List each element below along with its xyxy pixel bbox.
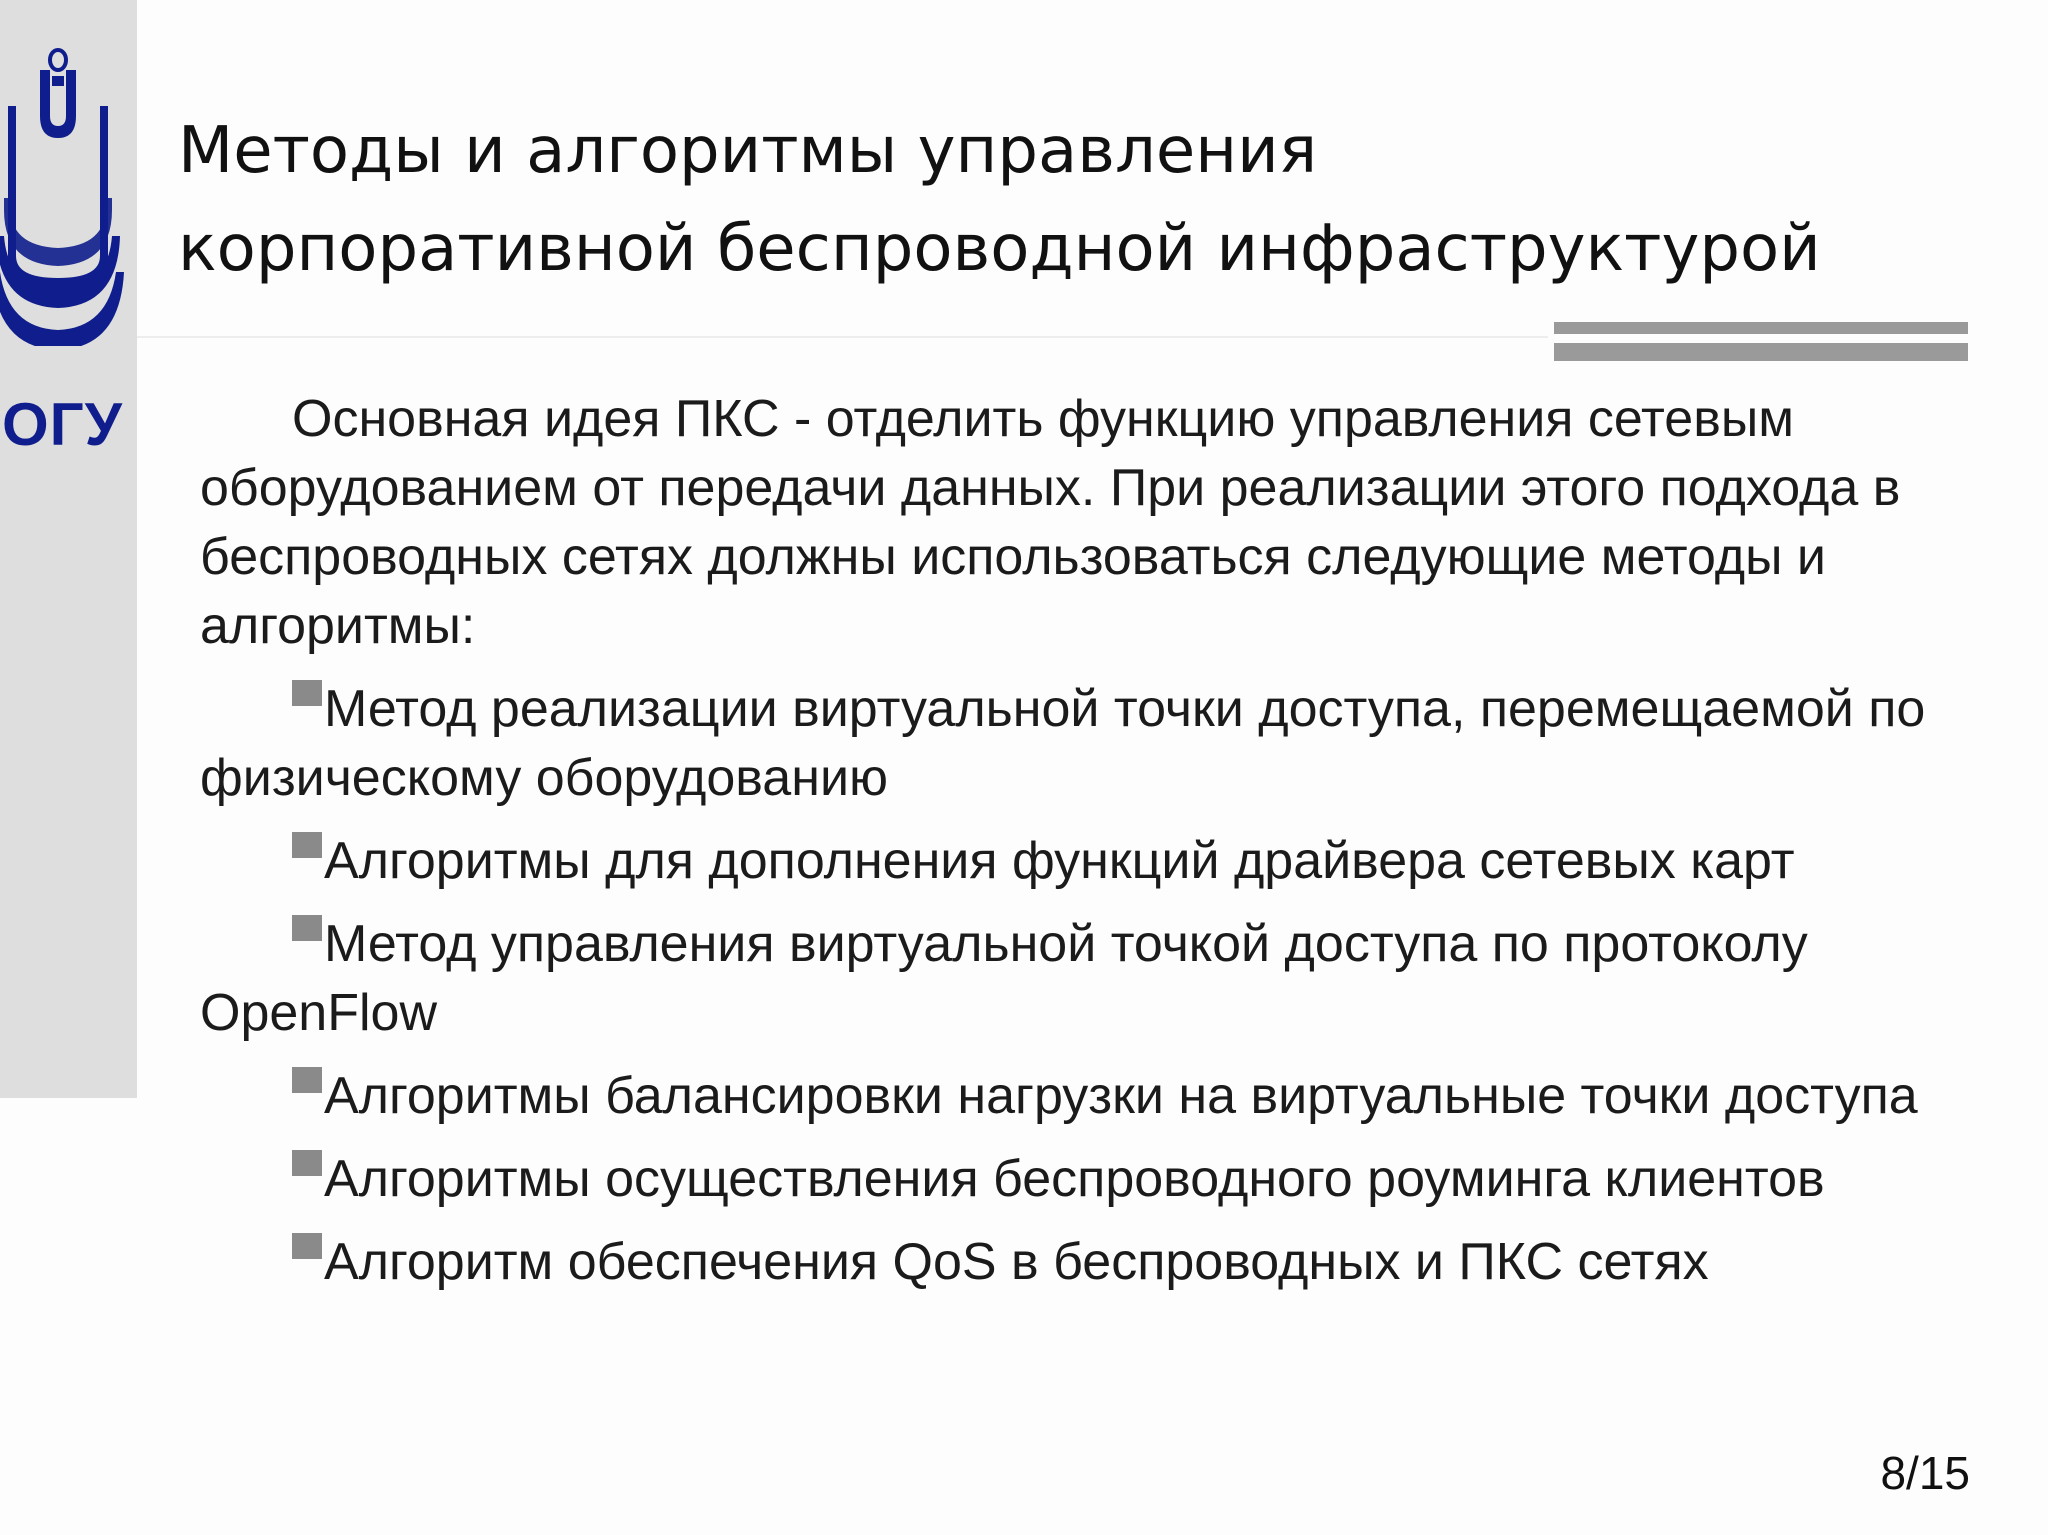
bullet-text: Метод управления виртуальной точкой доступа по протоколу OpenFlow	[200, 915, 1808, 1042]
sidebar	[0, 0, 137, 1098]
bullet-item	[200, 1062, 2000, 1131]
bullet-item	[200, 1145, 2000, 1214]
bullet-item	[200, 827, 2000, 896]
bullet-text: Алгоритм обеспечения QoS в беспроводных и ПКС сетях	[324, 1233, 1709, 1291]
page-number: 8/15	[1880, 1447, 1970, 1499]
university-logo-icon	[0, 46, 137, 346]
slide-content	[200, 385, 2000, 1297]
title-line-1: Методы и алгоритмы управления	[178, 114, 1318, 188]
bullet-text: Метод реализации виртуальной точки доступа, перемещаемой по физическому оборудованию	[200, 680, 1926, 807]
square-bullet-icon	[292, 832, 322, 858]
decorative-bar-top	[1554, 322, 1968, 334]
square-bullet-icon	[292, 1150, 322, 1176]
slide-title	[178, 102, 1978, 298]
bullet-item	[200, 1228, 2000, 1297]
org-name: ОГУ	[2, 391, 124, 458]
square-bullet-icon	[292, 680, 322, 706]
intro-paragraph: Основная идея ПКС - отделить функцию управления сетевым оборудованием от передачи данных. При реализации этого подхода в беспроводных сетях должны использоваться следующие методы и алгоритмы:	[200, 390, 1901, 655]
decorative-bar-bottom	[1554, 343, 1968, 361]
square-bullet-icon	[292, 915, 322, 941]
square-bullet-icon	[292, 1233, 322, 1259]
title-divider	[137, 336, 1548, 338]
bullet-text: Алгоритмы осуществления беспроводного роуминга клиентов	[324, 1150, 1825, 1208]
title-line-2: корпоративной беспроводной инфраструктурой	[178, 212, 1821, 286]
bullet-item	[200, 675, 2000, 813]
bullet-text: Алгоритмы балансировки нагрузки на виртуальные точки доступа	[324, 1067, 1918, 1125]
bullet-item	[200, 910, 2000, 1048]
bullet-text: Алгоритмы для дополнения функций драйвера сетевых карт	[324, 832, 1795, 890]
square-bullet-icon	[292, 1067, 322, 1093]
